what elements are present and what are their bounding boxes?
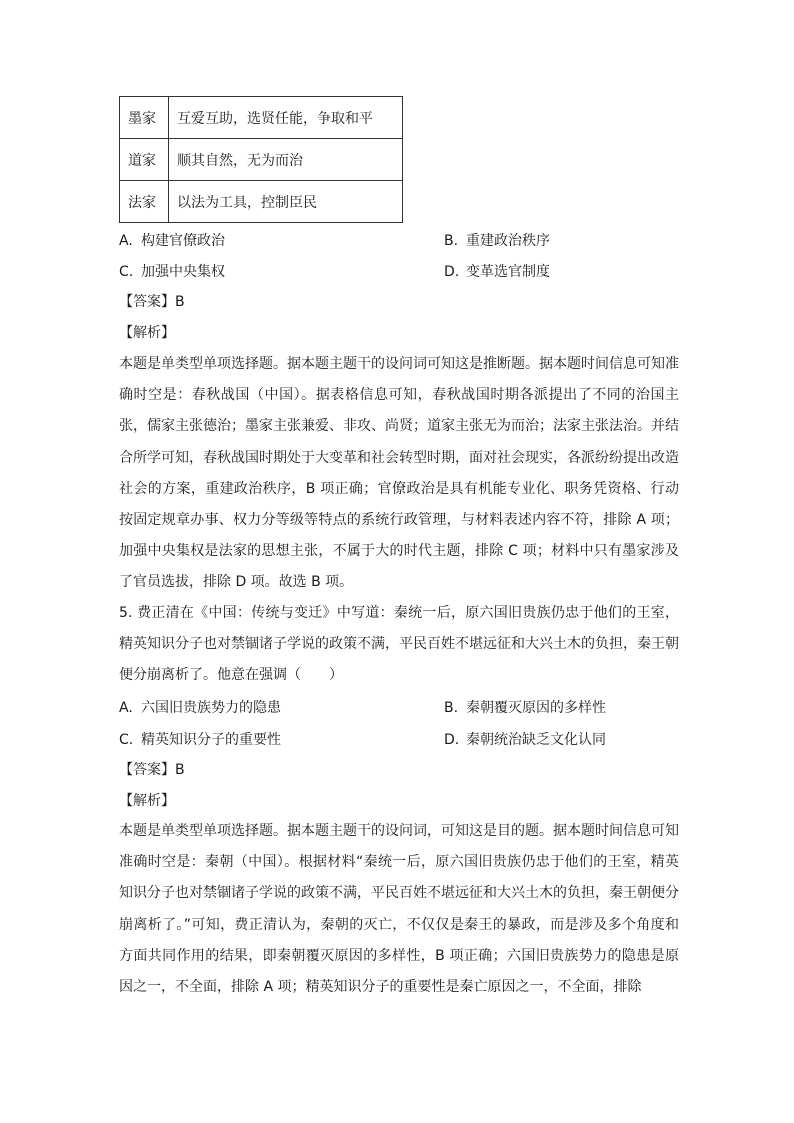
q4-analysis: 本题是单类型单项选择题。据本题主题干的设问词可知这是推断题。据本题时间信息可知准确时空是：春秋战国（中国）。据表格信息可知，春秋战国时期各派提出了不同的治国主张，儒家主张德治；墨家主张兼爱、非攻、尚贤；道家主张无为而治；法家主张法治。并结合所学可知，春秋战国时期处于大变革和社会转型时期，面对社会现实，各派纷纷提出改造社会的方案，重建政治秩序，B 项正确；官僚政治是具有机能专业化、职务凭资格、行动按固定规章办事、权力分等级等特点的系统行政管理，与材料表述内容不符，排除 A 项；加强中央集权是法家的思想主张，不属于大的时代主题，排除 C 项；材料中只有墨家涉及了官员选拔，排除 D 项。故选 B 项。 [119,356,679,591]
table-row [120,97,403,139]
q5-analysis: 本题是单类型单项选择题。据本题主题干的设问词，可知这是目的题。据本题时间信息可知准确时空是：秦朝（中国）。根据材料“秦统一后，原六国旧贵族仍忠于他们的王室，精英知识分子也对禁锢诸子学说的政策不满，平民百姓不堪远征和大兴土木的负担，秦王朝便分崩离析了。”可知，费正清认为，秦朝的灭亡，不仅仅是秦王的暴政，而是涉及多个角度和方面共同作用的结果，即秦朝覆灭原因的多样性，B 项正确；六国旧贵族势力的隐患是原因之一，不全面，排除 A 项；精英知识分子的重要性是秦亡原因之一，不全面，排除 [119,823,679,996]
q4-option-b [444,230,550,250]
option-letter: C. [119,264,134,280]
option-text: 变革选官制度 [466,264,550,280]
school-idea-cell: 以法为工具，控制臣民 [169,181,403,223]
schools-table [119,96,403,223]
school-name-cell: 法家 [120,181,169,223]
q5-answer: 【答案】B [119,762,185,778]
option-text: 加强中央集权 [141,264,225,280]
option-letter: A. [119,700,133,716]
option-letter: C. [119,732,134,748]
q4-option-c [119,261,225,281]
table-row [120,181,403,223]
option-text: 重建政治秩序 [466,233,550,249]
table-row [120,139,403,181]
q4-answer: 【答案】B [119,294,185,310]
option-text: 精英知识分子的重要性 [141,732,281,748]
option-text: 秦朝覆灭原因的多样性 [466,700,606,716]
q4-option-a [119,230,225,250]
option-letter: B. [444,700,459,716]
option-letter: B. [444,233,459,249]
q5-option-c [119,729,281,749]
school-idea-cell: 互爱互助，选贤任能，争取和平 [169,97,403,139]
option-text: 六国旧贵族势力的隐患 [141,700,281,716]
q5-option-a [119,697,281,717]
school-name-cell: 墨家 [120,97,169,139]
q5-option-d [444,729,606,749]
option-text: 构建官僚政治 [141,233,225,249]
option-letter: D. [444,264,460,280]
q5-analysis-heading: 【解析】 [119,793,175,809]
q4-analysis-heading: 【解析】 [119,325,175,341]
option-letter: A. [119,233,133,249]
q5-option-b [444,697,606,717]
school-idea-cell: 顺其自然，无为而治 [169,139,403,181]
option-text: 秦朝统治缺乏文化认同 [466,732,606,748]
option-letter: D. [444,732,460,748]
q4-option-d [444,261,550,281]
q5-stem: 5. 费正清在《中国：传统与变迁》中写道：秦统一后，原六国旧贵族仍忠于他们的王室，精英知识分子也对禁锢诸子学说的政策不满，平民百姓不堪远征和大兴土木的负担，秦王朝便分崩离析了。他意在强调（ ） [119,605,679,684]
school-name-cell: 道家 [120,139,169,181]
